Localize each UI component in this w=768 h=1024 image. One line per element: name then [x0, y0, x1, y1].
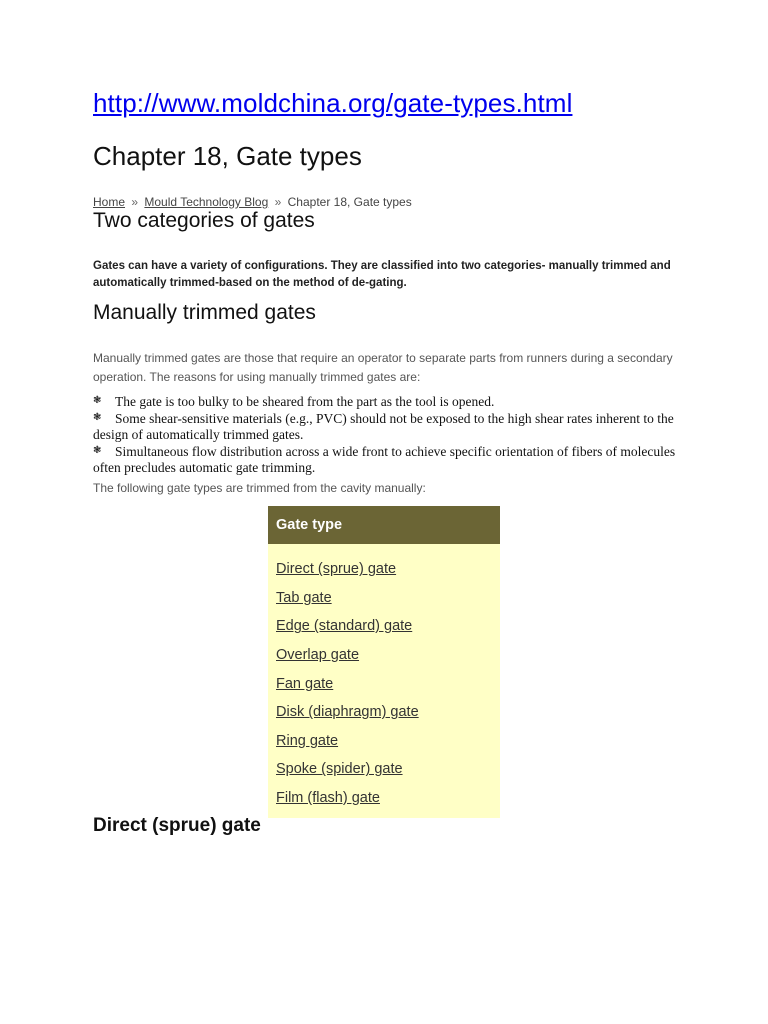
list-item — [93, 394, 683, 411]
two-categories-text: Gates can have a variety of configurations. They are classified into two categories- manually trimmed and automatically trimmed-based on the method of de-gating. — [93, 260, 671, 289]
table-row — [268, 669, 500, 698]
page-url-link[interactable]: http://www.moldchina.org/gate-types.html — [93, 88, 573, 118]
breadcrumb — [93, 195, 412, 209]
breadcrumb-blog-link[interactable]: Mould Technology Blog — [144, 195, 269, 209]
gate-link-ring[interactable]: Ring gate — [276, 732, 339, 749]
table-cell — [268, 641, 500, 670]
reasons-list — [93, 394, 683, 477]
breadcrumb-home-link[interactable]: Home — [93, 195, 126, 209]
page-title: Chapter 18, Gate types — [93, 141, 362, 171]
list-item — [93, 411, 683, 444]
table-row — [268, 612, 500, 641]
table-row — [268, 727, 500, 756]
gate-link-spoke[interactable]: Spoke (spider) gate — [276, 761, 403, 778]
table-cell — [268, 544, 500, 584]
breadcrumb-current: Chapter 18, Gate types — [287, 195, 412, 209]
gate-type-table — [268, 506, 500, 818]
table-header-row — [268, 506, 500, 544]
list-item — [93, 444, 683, 477]
table-cell — [268, 698, 500, 727]
table-row — [268, 641, 500, 670]
flower-bullet-icon: ❃ — [93, 444, 102, 456]
reason-text: The gate is too bulky to be sheared from the part as the tool is opened. — [115, 394, 495, 409]
gate-link-direct-sprue[interactable]: Direct (sprue) gate — [276, 561, 397, 578]
gate-link-tab[interactable]: Tab gate — [276, 589, 332, 606]
manual-gates-text: Manually trimmed gates are those that require an operator to separate parts from runners during a secondary operation. The reasons for using manually trimmed gates are: — [93, 351, 673, 384]
table-cell — [268, 727, 500, 756]
table-row — [268, 784, 500, 819]
manual-gates-heading: Manually trimmed gates — [93, 301, 316, 324]
table-row — [268, 544, 500, 584]
gate-link-overlap[interactable]: Overlap gate — [276, 647, 360, 664]
table-row — [268, 698, 500, 727]
gate-link-fan[interactable]: Fan gate — [276, 675, 334, 692]
table-cell — [268, 612, 500, 641]
gate-link-edge[interactable]: Edge (standard) gate — [276, 618, 413, 635]
table-cell — [268, 784, 500, 819]
reason-text: Simultaneous flow distribution across a wide front to achieve specific orientation of fibers of molecules often precludes automatic gate trimming. — [93, 443, 676, 475]
breadcrumb-separator: » — [274, 195, 282, 209]
breadcrumb-separator: » — [131, 195, 139, 209]
following-text: The following gate types are trimmed from the cavity manually: — [93, 481, 426, 495]
direct-gate-heading: Direct (sprue) gate — [93, 815, 261, 836]
gate-link-disk[interactable]: Disk (diaphragm) gate — [276, 704, 419, 721]
table-header-cell: Gate type — [268, 506, 500, 544]
flower-bullet-icon: ❃ — [93, 411, 102, 423]
table-row — [268, 584, 500, 613]
table-cell — [268, 584, 500, 613]
two-categories-heading: Two categories of gates — [93, 209, 315, 232]
reason-text: Some shear-sensitive materials (e.g., PVC) should not be exposed to the high shear rates inherent to the design of automatically trimmed gates. — [93, 410, 674, 442]
table-cell — [268, 755, 500, 784]
flower-bullet-icon: ❃ — [93, 395, 102, 406]
gate-link-film[interactable]: Film (flash) gate — [276, 790, 380, 807]
table-cell — [268, 669, 500, 698]
table-row — [268, 755, 500, 784]
